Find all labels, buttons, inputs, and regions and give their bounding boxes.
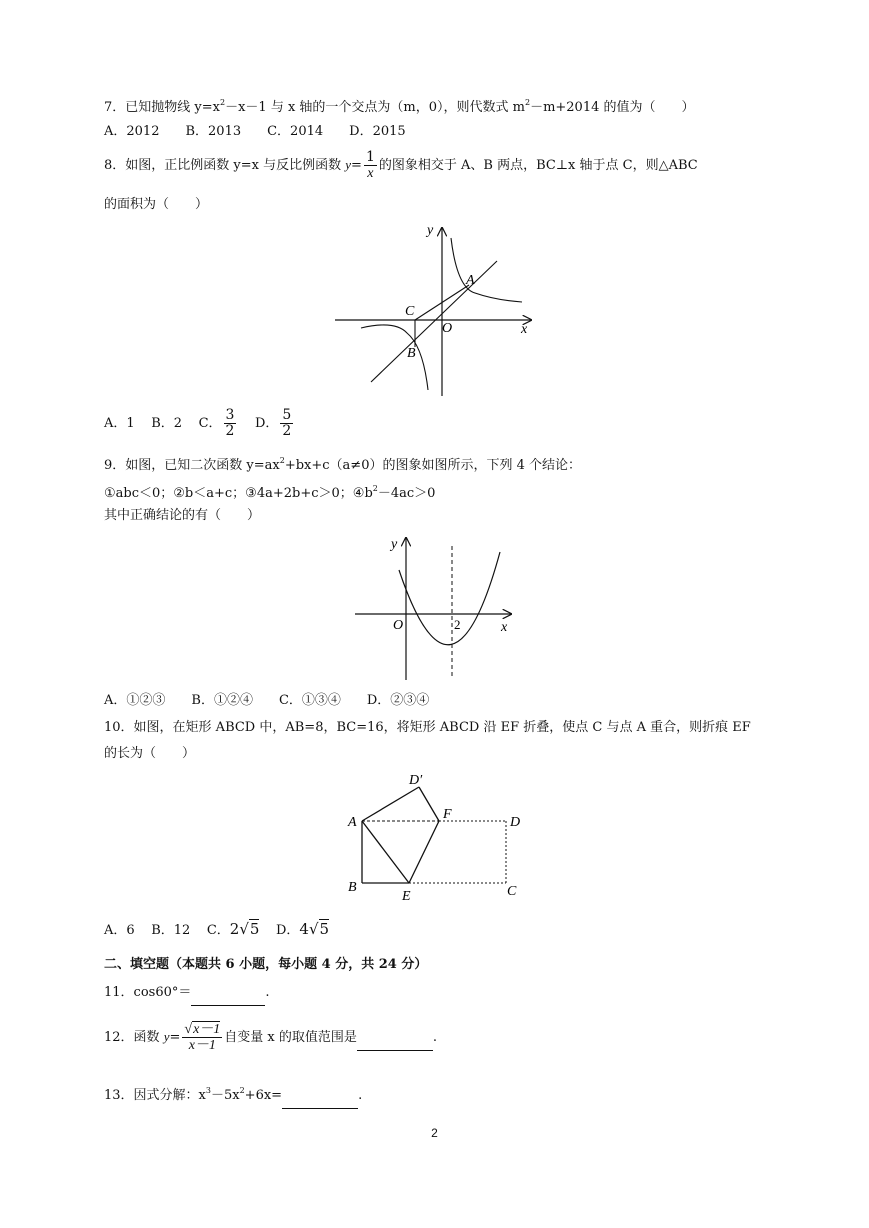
q10-label-e: E — [402, 889, 411, 903]
q7-stem: 7．已知抛物线 $y=x^2-x-1$ 与 x 轴的一个交点为（m，0），则代数式 $m^2-m+2014$ 的值为（ ） — [104, 98, 695, 115]
q12: 12．函数 y= $\frac{√x-1}{x-1}$ 自变量 x 的取值范围是 . — [104, 1022, 438, 1053]
q11: 11．cos60°＝ . — [104, 984, 270, 1006]
page-number: 2 — [431, 1126, 438, 1140]
q8-stem-line2: 的面积为（ ） — [104, 197, 209, 212]
q8-hyperbola-right — [451, 238, 522, 302]
q10-stem-line2: 的长为（ ） — [104, 746, 196, 761]
q10-side-d-prime-f — [419, 787, 439, 821]
q9-options: A．①②③ B．①②④ C．①③④ D．②③④ — [104, 693, 430, 708]
q10-label-f: F — [443, 807, 452, 822]
q8-label-a: A — [466, 273, 475, 288]
q10-stem: 10．如图，在矩形 ABCD 中，AB=8，BC=16，将矩形 ABCD 沿 EF 折叠，使点 C 与点 A 重合，则折痕 EF — [104, 720, 751, 735]
q8-options: A．1 B．2 C． $\frac{3}{2}$ D． $\frac{5}{2}$ — [104, 407, 292, 439]
q8-label-b: B — [407, 346, 416, 361]
q10-label-c: C — [507, 884, 517, 899]
q8-hyperbola-left — [361, 325, 428, 390]
q9-label-o: O — [393, 618, 404, 633]
q9-parabola — [399, 552, 500, 645]
q8-option-d-fraction: $\frac{5}{2}$ — [282, 407, 292, 439]
q9-label-x: x — [501, 620, 508, 635]
q13-answer-blank[interactable] — [282, 1090, 358, 1109]
q9-figure — [355, 532, 515, 682]
q10-label-a: A — [348, 815, 357, 830]
q10-option-d-value: 4√5 — [299, 920, 330, 938]
q8-figure — [335, 218, 540, 398]
q13: 13．因式分解：$x^3-5x^2+6x=$ . — [104, 1082, 362, 1109]
q10-label-b: B — [348, 880, 357, 895]
q8-line-yx — [371, 261, 497, 382]
q10-label-d-prime: D′ — [409, 773, 423, 788]
q9-statements: ①abc＜0；②b＜a+c；③4a+2b+c＞0；$④b^2-4ac>0$ — [104, 484, 436, 501]
q10-figure — [345, 768, 530, 903]
q10-label-d: D — [510, 815, 521, 830]
q11-answer-blank[interactable] — [191, 987, 265, 1006]
q7-options: A．2012 B．2013 C．2014 D．2015 — [104, 124, 406, 139]
q10-side-ad-prime — [362, 787, 419, 821]
q8-option-c-fraction: $\frac{3}{2}$ — [225, 407, 235, 439]
q8-stem: 8．如图，正比例函数 y=x 与反比例函数 y= $\frac{1}{x}$ 的图象相交于 A、B 两点，BC⊥x 轴于点 C，则△ABC — [104, 149, 698, 181]
q9-question: 其中正确结论的有（ ） — [104, 508, 261, 523]
q8-label-o: O — [442, 321, 453, 336]
q10-fold-ef — [409, 821, 439, 883]
q10-option-c-value: 2√5 — [229, 920, 260, 938]
q8-fraction: $\frac{1}{x}$ — [365, 149, 375, 181]
q12-fraction: $\frac{√x-1}{x-1}$ — [184, 1022, 221, 1053]
q10-segment-ae — [362, 821, 409, 883]
q9-stem: 9．如图，已知二次函数 $y=ax^2+bx+c(a\ne 0)$的图象如图所示，下列 4 个结论： — [104, 456, 581, 473]
section-2-heading: 二、填空题（本题共 6 小题，每小题 4 分，共 24 分） — [104, 957, 428, 972]
q10-options: A．6 B．12 C．2√5 D．4√5 — [104, 920, 330, 938]
q8-label-c: C — [405, 304, 415, 319]
q12-answer-blank[interactable] — [357, 1032, 433, 1051]
q8-label-y: y — [427, 223, 434, 238]
q9-label-y: y — [391, 537, 398, 552]
q9-label-2: 2 — [454, 617, 461, 632]
q8-label-x: x — [521, 322, 528, 337]
